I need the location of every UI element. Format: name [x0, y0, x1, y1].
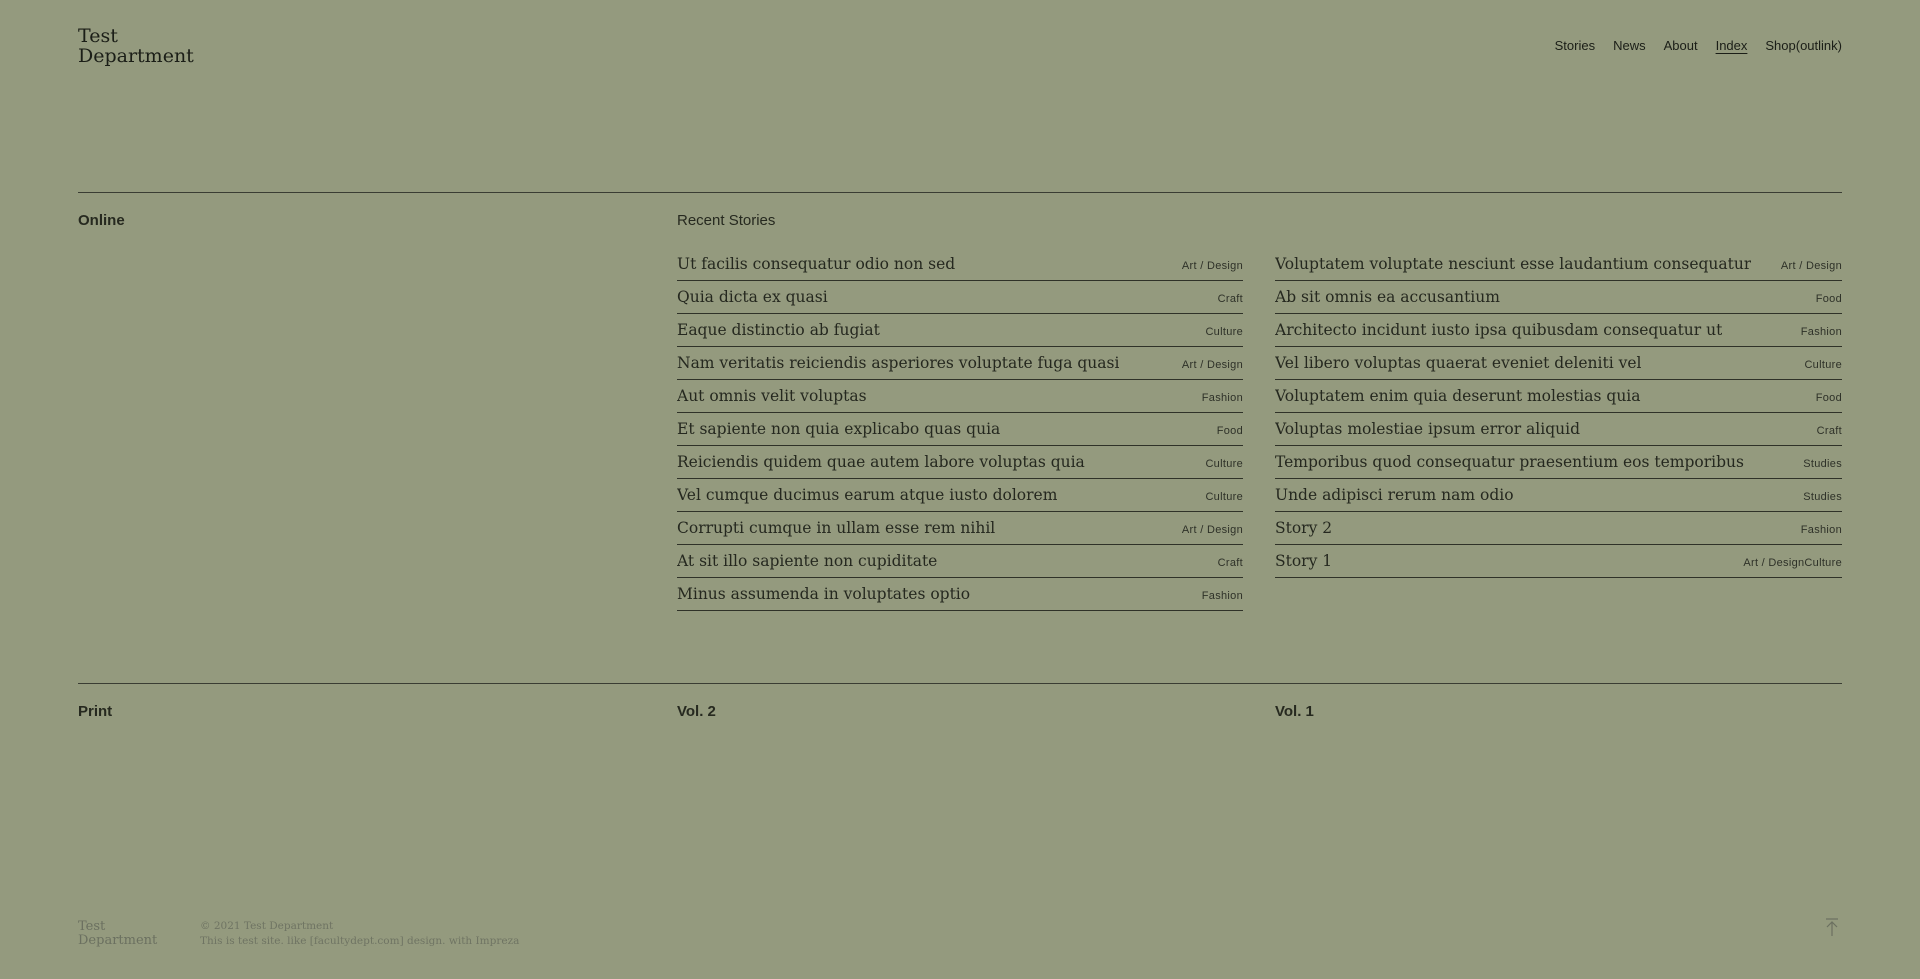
story-title[interactable]: Story 1 — [1275, 552, 1333, 570]
vol2-label[interactable]: Vol. 2 — [677, 703, 716, 720]
story-category[interactable]: Art / Design — [1181, 524, 1243, 536]
story-row[interactable] — [1275, 414, 1842, 446]
story-title[interactable]: Nam veritatis reiciendis asperiores voluptate fuga quasi — [677, 354, 1120, 372]
vol1-label[interactable]: Vol. 1 — [1275, 703, 1314, 720]
story-title[interactable]: Reiciendis quidem quae autem labore voluptas quia — [677, 453, 1085, 471]
story-category[interactable]: Craft — [1816, 425, 1842, 437]
story-category[interactable]: Food — [1815, 392, 1842, 404]
story-row[interactable] — [677, 315, 1243, 347]
nav-item-index[interactable]: Index — [1715, 38, 1748, 53]
story-category[interactable]: Art / DesignCulture — [1743, 557, 1842, 569]
story-row[interactable] — [677, 546, 1243, 578]
story-category[interactable]: Culture — [1205, 326, 1243, 338]
story-title[interactable]: Story 2 — [1275, 519, 1333, 537]
story-title[interactable]: Unde adipisci rerum nam odio — [1275, 486, 1514, 504]
story-category[interactable]: Food — [1216, 425, 1243, 437]
story-category[interactable]: Fashion — [1201, 590, 1243, 602]
footer-info — [200, 919, 519, 949]
nav-item-about[interactable]: About — [1663, 38, 1698, 53]
online-label: Online — [78, 212, 125, 229]
story-row[interactable] — [677, 513, 1243, 545]
online-divider — [78, 192, 1842, 193]
story-row[interactable] — [677, 579, 1243, 611]
story-row[interactable] — [1275, 315, 1842, 347]
main-nav — [1555, 38, 1842, 53]
story-title[interactable]: Minus assumenda in voluptates optio — [677, 585, 971, 603]
story-category[interactable]: Craft — [1217, 293, 1243, 305]
story-row[interactable] — [1275, 249, 1842, 281]
story-row[interactable] — [677, 414, 1243, 446]
story-row[interactable] — [1275, 348, 1842, 380]
recent-stories-right-column — [1275, 249, 1842, 579]
story-row[interactable] — [1275, 381, 1842, 413]
story-title[interactable]: At sit illo sapiente non cupiditate — [677, 552, 938, 570]
arrow-up-icon — [1822, 917, 1842, 937]
story-category[interactable]: Culture — [1205, 458, 1243, 470]
story-category[interactable]: Fashion — [1800, 524, 1842, 536]
story-title[interactable]: Architecto incidunt iusto ipsa quibusdam consequatur ut — [1275, 321, 1723, 339]
nav-item-stories[interactable]: Stories — [1554, 38, 1596, 53]
story-row[interactable] — [677, 249, 1243, 281]
story-category[interactable]: Fashion — [1800, 326, 1842, 338]
story-title[interactable]: Ab sit omnis ea accusantium — [1275, 288, 1500, 306]
story-title[interactable]: Quia dicta ex quasi — [677, 288, 828, 306]
story-row[interactable] — [1275, 480, 1842, 512]
back-to-top-button[interactable] — [1822, 917, 1842, 937]
story-title[interactable]: Vel cumque ducimus earum atque iusto dolorem — [677, 486, 1058, 504]
story-title[interactable]: Voluptas molestiae ipsum error aliquid — [1275, 420, 1580, 438]
footer-note: This is test site. like [facultydept.com] design. with Impreza — [200, 935, 520, 947]
print-divider — [78, 683, 1842, 684]
story-row[interactable] — [677, 348, 1243, 380]
story-row[interactable] — [1275, 546, 1842, 578]
story-title[interactable]: Voluptatem enim quia deserunt molestias quia — [1275, 387, 1641, 405]
story-row[interactable] — [677, 480, 1243, 512]
footer-logo-line2: Department — [78, 933, 158, 948]
site-logo[interactable] — [78, 26, 194, 66]
story-category[interactable]: Craft — [1217, 557, 1243, 569]
story-row[interactable] — [677, 381, 1243, 413]
print-label: Print — [78, 703, 113, 720]
recent-stories-label: Recent Stories — [677, 212, 776, 229]
story-category[interactable]: Art / Design — [1181, 359, 1243, 371]
story-row[interactable] — [677, 282, 1243, 314]
story-category[interactable]: Art / Design — [1780, 260, 1842, 272]
story-title[interactable]: Eaque distinctio ab fugiat — [677, 321, 880, 339]
story-row[interactable] — [1275, 282, 1842, 314]
recent-stories-left-column — [677, 249, 1243, 612]
story-title[interactable]: Voluptatem voluptate nesciunt esse laudantium consequatur — [1275, 255, 1752, 273]
story-category[interactable]: Studies — [1803, 491, 1842, 503]
story-title[interactable]: Temporibus quod consequatur praesentium eos temporibus — [1275, 453, 1744, 471]
story-row[interactable] — [677, 447, 1243, 479]
nav-item-shop[interactable]: Shop(outlink) — [1765, 38, 1842, 53]
nav-item-news[interactable]: News — [1613, 38, 1646, 53]
story-category[interactable]: Food — [1815, 293, 1842, 305]
story-category[interactable]: Art / Design — [1181, 260, 1243, 272]
story-category[interactable]: Culture — [1205, 491, 1243, 503]
story-row[interactable] — [1275, 513, 1842, 545]
footer-logo[interactable] — [78, 920, 157, 948]
story-category[interactable]: Fashion — [1201, 392, 1243, 404]
story-category[interactable]: Studies — [1803, 458, 1842, 470]
story-title[interactable]: Et sapiente non quia explicabo quas quia — [677, 420, 1001, 438]
story-title[interactable]: Vel libero voluptas quaerat eveniet deleniti vel — [1275, 354, 1642, 372]
site-title-line1: Test — [78, 25, 118, 47]
story-title[interactable]: Ut facilis consequatur odio non sed — [677, 255, 956, 273]
story-category[interactable]: Culture — [1804, 359, 1842, 371]
site-title-line2: Department — [78, 45, 194, 67]
story-title[interactable]: Corrupti cumque in ullam esse rem nihil — [677, 519, 996, 537]
footer-copyright: © 2021 Test Department — [200, 920, 334, 932]
story-row[interactable] — [1275, 447, 1842, 479]
story-title[interactable]: Aut omnis velit voluptas — [677, 387, 867, 405]
footer-logo-line1: Test — [78, 919, 106, 934]
